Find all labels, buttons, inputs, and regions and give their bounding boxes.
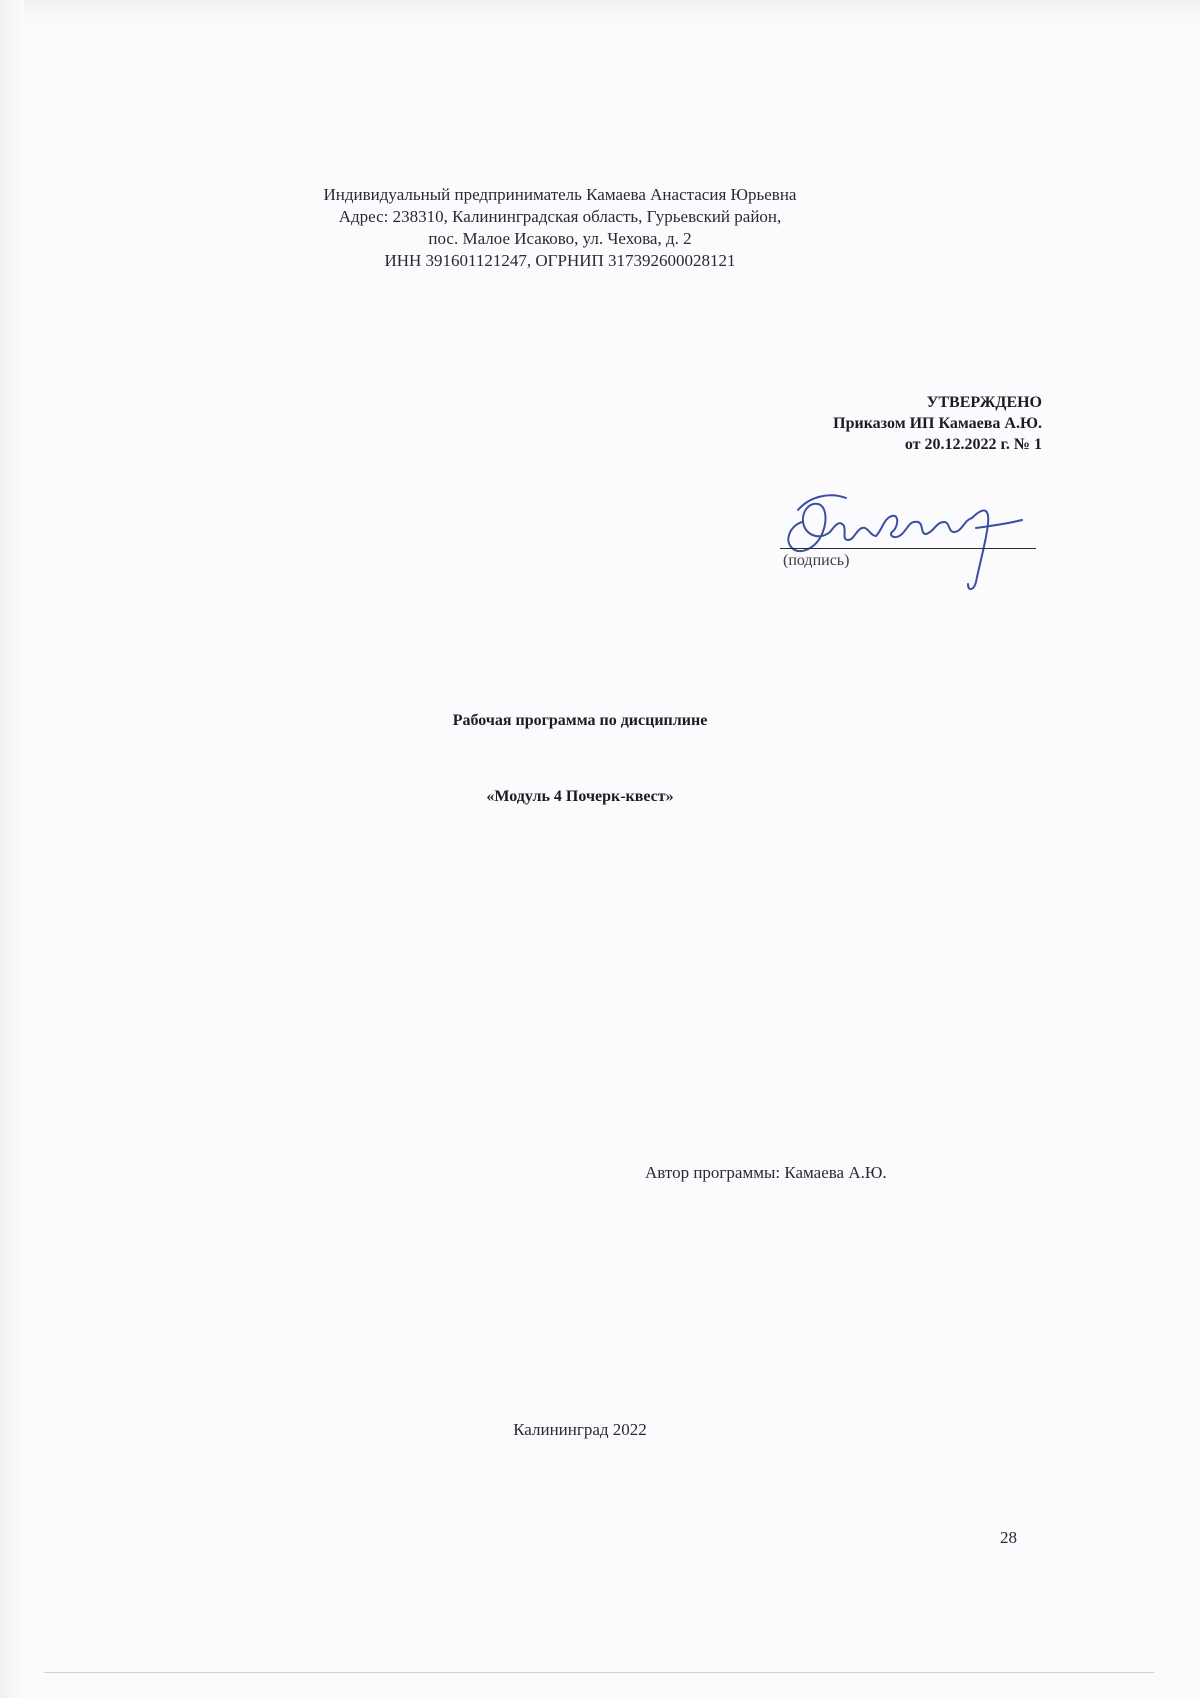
document-title: Рабочая программа по дисциплине bbox=[452, 712, 708, 729]
header-line-address-2: пос. Малое Исаково, ул. Чехова, д. 2 bbox=[428, 229, 692, 248]
scan-bottom-edge bbox=[44, 1672, 1154, 1673]
header-line-registration: ИНН 391601121247, ОГРНИП 317392600028121 bbox=[384, 251, 736, 270]
scan-top-shade bbox=[0, 0, 1200, 22]
signature-block bbox=[750, 470, 1050, 600]
organization-header bbox=[200, 184, 920, 272]
scan-left-shade bbox=[0, 0, 24, 1698]
approval-date: от 20.12.2022 г. № 1 bbox=[904, 436, 1042, 453]
page-number: 28 bbox=[1000, 1528, 1017, 1547]
city-year: Калининград 2022 bbox=[513, 1420, 647, 1439]
signature-caption: (подпись) bbox=[783, 552, 850, 569]
document-subtitle: «Модуль 4 Почерк-квест» bbox=[486, 788, 674, 805]
header-line-name: Индивидуальный предприниматель Камаева Анастасия Юрьевна bbox=[323, 185, 797, 204]
program-author: Автор программы: Камаева А.Ю. bbox=[645, 1163, 887, 1182]
approval-status: УТВЕРЖДЕНО bbox=[926, 394, 1042, 411]
approval-block bbox=[640, 392, 1042, 455]
header-line-address: Адрес: 238310, Калининградская область, Гурьевский район, bbox=[338, 207, 782, 226]
signature-line bbox=[780, 548, 1036, 549]
approval-order: Приказом ИП Камаева А.Ю. bbox=[833, 415, 1042, 432]
handwritten-signature bbox=[750, 470, 1050, 600]
